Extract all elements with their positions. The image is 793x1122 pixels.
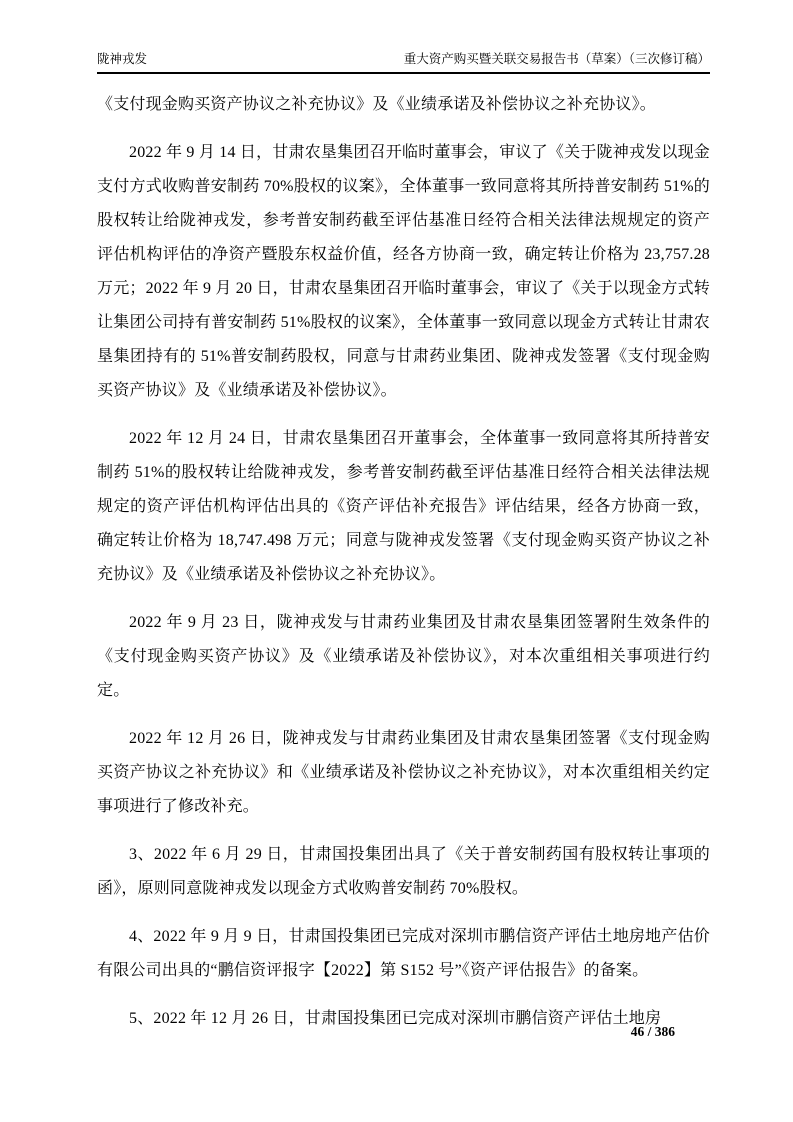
page-number: 46 / 386 <box>630 1024 675 1039</box>
paragraph: 5、2022 年 12 月 26 日，甘肃国投集团已完成对深圳市鹏信资产评估土地房 <box>129 1010 662 1027</box>
paragraph: 2022 年 9 月 23 日，陇神戎发与甘肃药业集团及甘肃农垦集团签署附生效条件的《支付现金购买资产协议》及《业绩承诺及补偿协议》，对本次重组相关事项进行约定。 <box>97 614 710 699</box>
header-report-title: 重大资产购买暨关联交易报告书（草案）（三次修订稿） <box>403 52 710 66</box>
paragraph: 3、2022 年 6 月 29 日，甘肃国投集团出具了《关于普安制药国有股权转让事项的函》，原则同意陇神戎发以现金方式收购普安制药 70%股权。 <box>97 846 710 897</box>
paragraph: 4、2022 年 9 月 9 日，甘肃国投集团已完成对深圳市鹏信资产评估土地房地产估价有限公司出具的“鹏信资评报字【2022】第 S152 号”《资产评估报告》的备案。 <box>97 928 710 979</box>
header-company-name: 陇神戎发 <box>97 52 148 66</box>
paragraph: 2022 年 9 月 14 日，甘肃农垦集团召开临时董事会，审议了《关于陇神戎发以现金支付方式收购普安制药 70%股权的议案》，全体董事一致同意将其所持普安制药 51%的股权转让给陇神戎发，参考普安制药截至评估基准日经符合相关法律法规规定的资产评估机构评估的净资产暨股东权益价值，经各方协商一致，确定转让价格为 23,757.28 万元；2022 年 9 月 20 日，甘肃农垦集团召开临时董事会，审议了《关于以现金方式转让集团公司持有普安制药 51%股权的议案》，全体董事一致同意以现金方式转让甘肃农垦集团持有的 51%普安制药股权，同意与甘肃药业集团、陇神戎发签署《支付现金购买资产协议》及《业绩承诺及补偿协议》。 <box>97 144 711 399</box>
paragraph: 2022 年 12 月 26 日，陇神戎发与甘肃药业集团及甘肃农垦集团签署《支付现金购买资产协议之补充协议》和《业绩承诺及补偿协议之补充协议》，对本次重组相关约定事项进行了修改补充。 <box>97 730 710 815</box>
document-body <box>97 88 710 1036</box>
paragraph: 2022 年 12 月 24 日，甘肃农垦集团召开董事会，全体董事一致同意将其所持普安制药 51%的股权转让给陇神戎发，参考普安制药截至评估基准日经符合相关法律法规规定的资产评估机构评估出具的《资产评估补充报告》评估结果，经各方协商一致，确定转让价格为 18,747.498 万元；同意与陇神戎发签署《支付现金购买资产协议之补充协议》及《业绩承诺及补偿协议之补充协议》。 <box>97 430 710 583</box>
paragraph: 《支付现金购买资产协议之补充协议》及《业绩承诺及补偿协议之补充协议》。 <box>97 96 657 113</box>
page-footer <box>0 1024 675 1040</box>
page-header <box>97 48 710 74</box>
